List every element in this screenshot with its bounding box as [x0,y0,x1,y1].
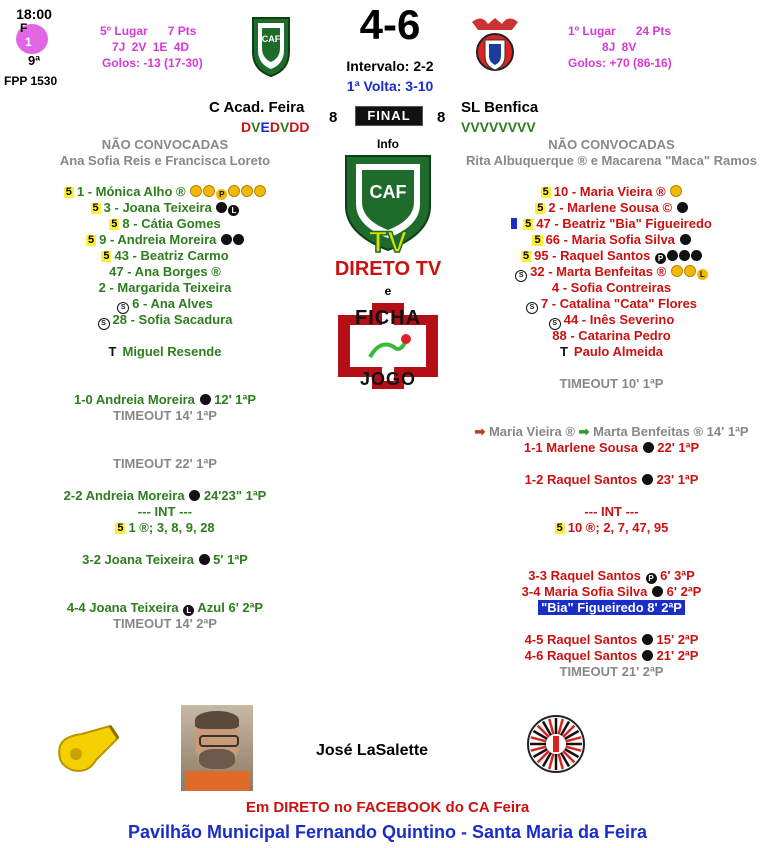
away-nc-names: Rita Albuquerque ® e Macarena "Maca" Ramos [466,153,757,168]
home-fouls: 8 [329,109,338,126]
form-result: D [289,119,300,135]
away-nc-title: NÃO CONVOCADAS [548,137,675,152]
home-player-row: 5 9 - Andreia Moreira [0,232,330,248]
ficha-label: FICHA [354,307,422,329]
home-nc-names: Ana Sofia Reis e Francisca Loreto [59,153,271,168]
away-player-row: S 7 - Catalina "Cata" Flores [448,296,775,314]
home-goal-event: 2-2 Andreia Moreira 24'23" 1ªP [63,488,267,503]
home-interval-lineup: 5 1 ®; 3, 8, 9, 28 [117,520,215,535]
sub-in-icon: ➡ [578,424,590,439]
home-player-row: S 6 - Ana Alves [0,296,330,314]
away-player-row: 88 - Catarina Pedro [552,328,671,343]
home-player-row: 47 - Ana Borges ® [109,264,221,279]
home-goals: Golos: -13 (17-30) [102,56,203,70]
home-form [241,119,310,135]
home-timeout: TIMEOUT 22' 1ªP [113,456,217,471]
fpp-code: FPP 1530 [4,74,58,88]
away-goal-event: 1-1 Marlene Sousa 22' 1ªP [523,440,700,455]
away-record: 8J 8V [602,40,637,54]
home-goal-event: 4-4 Joana Teixeira L Azul 6' 2ªP [66,600,264,615]
away-goal-event: 4-6 Raquel Santos 21' 2ªP [524,648,699,663]
away-timeout: TIMEOUT 21' 2ªP [559,664,664,679]
first-leg-score: 1ª Volta: 3-10 [346,78,434,94]
form-result: V [279,119,290,135]
blue-card-icon [511,218,517,229]
form-result: D [241,119,252,135]
svg-text:CAF: CAF [261,34,281,44]
form-result: V [251,119,261,135]
away-player-row: S 44 - Inês Severino [448,312,775,330]
away-player-row: S 32 - Marta Benfeitas ® L [448,264,775,282]
home-timeout: TIMEOUT 14' 2ªP [113,616,217,631]
home-record: 7J 2V 1E 4D [112,40,190,54]
away-goals: Golos: +70 (86-16) [568,56,672,70]
away-goal-event: 3-4 Maria Sofia Silva 6' 2ªP [521,584,702,599]
home-timeout: TIMEOUT 14' 1ªP [113,408,217,423]
jogo-label: JOGO [359,369,416,389]
home-player-row: S 28 - Sofia Sacadura [0,312,330,330]
direto-tv-label[interactable]: DIRETO TV [334,258,442,280]
form-result: D [299,119,310,135]
final-badge: FINAL [355,106,423,126]
away-team-name[interactable]: SL Benfica [461,99,539,116]
ficha-jogo-logo[interactable] [336,301,440,391]
match-time: 18:00 [16,6,52,22]
info-link[interactable]: Info [377,137,399,151]
away-player-row: 5 47 - Beatriz "Bia" Figueiredo [448,216,775,232]
away-substitution: ➡ Maria Vieira ® ➡ Marta Benfeitas ® 14' 1ªP [474,424,749,439]
away-player-row: 5 10 - Maria Vieira ® [448,184,775,200]
away-goal-event: 3-3 Raquel Santos P 6' 3ªP [528,568,695,583]
home-standing: 5º Lugar 7 Pts [100,24,197,38]
away-blue-card-event: "Bia" Figueiredo 8' 2ªP [448,600,775,616]
home-player-row: 5 8 - Cátia Gomes [111,216,221,231]
federation-logo-icon [526,714,586,774]
home-goal-event: 3-2 Joana Teixeira 5' 1ªP [82,552,248,567]
away-timeout: TIMEOUT 10' 1ªP [559,376,664,391]
home-goal-event: 1-0 Andreia Moreira 12' 1ªP [73,392,257,407]
away-crest-icon [468,12,522,80]
home-interval: --- INT --- [137,504,193,519]
league-rank: 9ª [27,53,41,68]
home-nc-title: NÃO CONVOCADAS [101,137,229,152]
away-fouls: 8 [437,109,446,126]
home-player-row: 5 3 - Joana Teixeira L [0,200,330,216]
referee-name: José LaSalette [316,742,429,759]
home-player-row: 5 1 - Mónica Alho ® P [0,184,330,200]
coach-icon: T [559,344,568,359]
score: 4-6 [359,1,421,48]
away-player-row: 4 - Sofia Contreiras [551,280,672,295]
home-coach: T Miguel Resende [108,344,222,359]
away-interval: --- INT --- [584,504,639,519]
tv-logo-icon[interactable] [340,152,436,258]
coach-icon: T [108,344,117,359]
form-result: D [269,119,280,135]
away-player-row: 5 95 - Raquel Santos P [448,248,775,264]
away-goal-event: 1-2 Raquel Santos 23' 1ªP [524,472,699,487]
svg-text:TV: TV [368,226,408,258]
home-player-row: 5 43 - Beatriz Carmo [103,248,229,263]
sub-out-icon: ➡ [474,424,486,439]
away-player-row: 5 66 - Maria Sofia Silva [448,232,775,248]
away-player-row: 5 2 - Marlene Sousa © [448,200,775,216]
and-label: e [384,284,392,298]
away-form: VVVVVVVV [461,119,536,135]
home-crest-icon [250,14,292,78]
league-badge-icon: F 1 [16,24,48,54]
venue-label: Pavilhão Municipal Fernando Quintino - Santa Maria da Feira [127,822,648,842]
home-player-row: 2 - Margarida Teixeira [98,280,232,295]
away-standing: 1º Lugar 24 Pts [568,24,672,38]
home-team-name[interactable]: C Acad. Feira [209,99,305,116]
away-coach: T Paulo Almeida [559,344,664,359]
away-interval-lineup: 5 10 ®; 2, 7, 47, 95 [556,520,669,535]
form-result: E [260,119,270,135]
whistle-icon [52,712,124,776]
facebook-live-link[interactable]: Em DIRETO no FACEBOOK do CA Feira [245,799,530,816]
away-goal-event: 4-5 Raquel Santos 15' 2ªP [524,632,699,647]
referee-photo [181,705,253,791]
svg-text:CAF: CAF [369,182,407,202]
halftime-score: Intervalo: 2-2 [346,58,434,74]
